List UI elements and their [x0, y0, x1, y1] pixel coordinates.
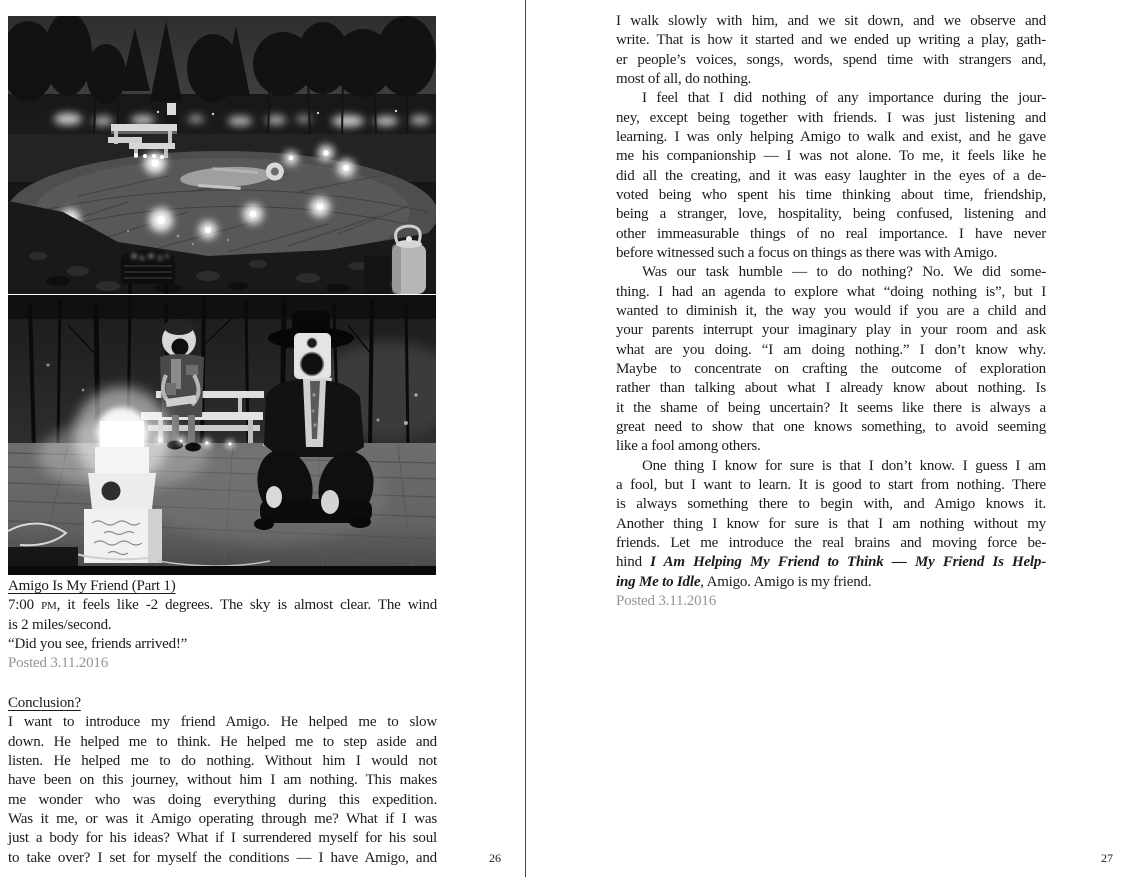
body-line: Maybe to concentrate on crafting the outcome of exploration [616, 360, 1046, 377]
photo-two-mannequins-night [8, 295, 436, 575]
body-line: learning. I was only helping Amigo to walk and exist, and he gave [616, 128, 1046, 145]
work-title-italic: I Am Helping My Friend to Think — My Friend Is Help- [650, 554, 1046, 571]
body-line: it the shame of being uncertain? It seems like there is always a [616, 399, 1046, 416]
body-text: hind [616, 554, 651, 571]
caption-ampm: pm [41, 597, 57, 614]
caption-line-rest: , it feels like -2 degrees. The sky is almost clear. The wind [56, 597, 437, 614]
body-line: friends. Let me introduce the real brains and moving force be- [616, 534, 1046, 551]
glowing-lamp-plinth [74, 387, 170, 563]
body-line: before witnessed such a focus on things as there was with Amigo. [616, 244, 998, 261]
page-number-right: 27 [1101, 851, 1113, 865]
photo-bottom-illustration [8, 295, 436, 575]
body-line: ney, except being together with friends. I was just listening and [616, 109, 1046, 126]
body-line: me his companionship — I was not alone. To me, it feels like he [616, 148, 1046, 165]
body-line: is always something there to begin with, and Amigo knows it. [616, 496, 1046, 513]
body-line: I feel that I did nothing of any importance during the jour- [642, 90, 1046, 107]
body-text: , Amigo. Amigo is my friend. [700, 573, 872, 590]
body-line-with-title [616, 573, 1046, 592]
caption-line [8, 596, 437, 615]
body-line: down. He helped me to think. He helped me to step aside and [8, 733, 437, 750]
conclusion-heading: Conclusion? [8, 695, 81, 711]
body-line: a fool, but I want to learn. It is good to start from nothing. There [616, 476, 1046, 493]
body-line: what are you doing. “I am doing nothing.” I don’t know why. [616, 341, 1046, 358]
body-line: rather than talking about what I already know about nothing. Is [616, 380, 1046, 397]
caption-heading: Amigo Is My Friend (Part 1) [8, 578, 176, 594]
body-line: thing. I had an agenda to explore what “doing nothing is”, but I [616, 283, 1046, 300]
body-line-with-title [616, 553, 1046, 572]
body-line: did all the creating, and it was easy laughter in the eyes of a de- [616, 167, 1046, 184]
body-line: me wonder who was doing everything during this expedition. [8, 791, 437, 808]
body-line: I walk slowly with him, and we sit down, and we observe and [616, 13, 1046, 29]
photo-caption-block [8, 577, 437, 674]
body-line: to take over? I set for myself the conditions — I have Amigo, and [8, 849, 437, 866]
body-line: listen. He helped me to do nothing. Without him I would not [8, 752, 437, 769]
caption-quote-line: “Did you see, friends arrived!” [8, 635, 188, 652]
body-line: I want to introduce my friend Amigo. He helped me to slow [8, 714, 437, 731]
caption-line: is 2 miles/second. [8, 616, 112, 633]
body-line: Another thing I know for sure is that I am nothing without my [616, 515, 1046, 532]
work-title-italic: ing Me to Idle [616, 573, 701, 590]
body-line: just a body for his ideas? What if I surrendered myself for his soul [8, 830, 437, 847]
photo-top-illustration [8, 16, 436, 294]
page-divider [525, 0, 526, 877]
bottom-shadow [8, 566, 436, 575]
body-line: have been on this journey, without him I am nothing. This makes [8, 772, 437, 789]
body-line: being a stranger, love, hospitality, being confused, listening and [616, 206, 1046, 223]
body-line: your parents interrupt your imaginary play in your room and ask [616, 322, 1046, 339]
caption-time: 7:00 [8, 597, 42, 614]
body-line: er people’s voices, songs, words, spend time with strangers and, [616, 51, 1046, 68]
body-line: great need to show that one knows something, to avoid seeming [616, 418, 1046, 435]
page-number-left: 26 [489, 851, 501, 865]
body-line: voted being who spent his time thinking about time, friendship, [616, 186, 1046, 203]
body-line: Was our task humble — to do nothing? No. We did some- [642, 264, 1046, 281]
right-page-text [616, 12, 1046, 611]
body-line: One thing I know for sure is that I don’t know. I guess I am [642, 457, 1046, 474]
body-line: write. That is how it started and we ended up writing a play, gath- [616, 32, 1046, 49]
body-line: wanted to diminish it, the way you would if you are a child and [616, 302, 1046, 319]
body-line: like a fool among others. [616, 438, 761, 455]
photo-night-park-circle-of-lights [8, 16, 436, 294]
posted-date: Posted 3.11.2016 [616, 592, 716, 609]
body-line: most of all, do nothing. [616, 70, 752, 87]
body-line: other immeasurable things of no real importance. I have never [616, 225, 1046, 242]
posted-date: Posted 3.11.2016 [8, 655, 108, 672]
conclusion-block [8, 694, 437, 868]
body-line: Was it me, or was it Amigo operating through me? What if I was [8, 810, 437, 827]
